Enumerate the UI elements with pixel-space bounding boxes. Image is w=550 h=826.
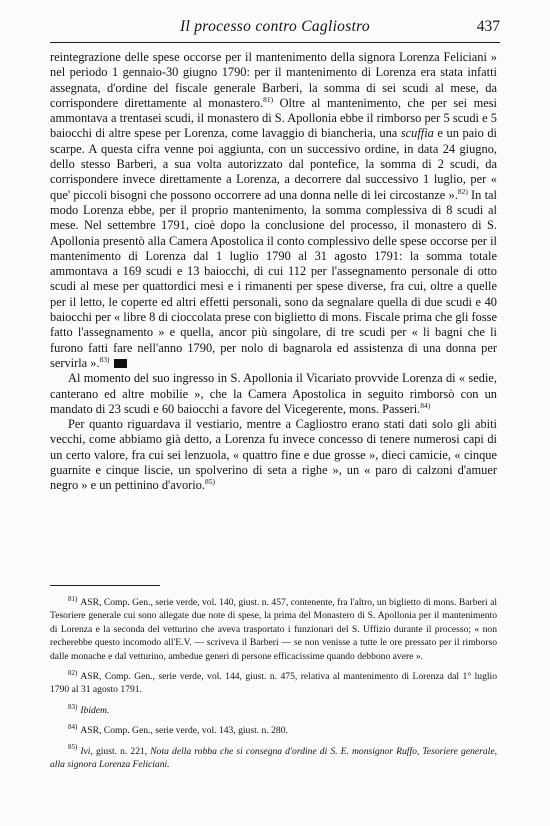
footnote-text: , giust. n. 221, (90, 745, 151, 757)
footnote-number: 81) (68, 594, 78, 603)
running-title: Il processo contro Cagliostro (180, 18, 370, 35)
footnotes (50, 596, 497, 778)
footnote-number: 83) (68, 702, 78, 711)
footnote-text: ASR, Comp. Gen., serie verde, vol. 144, giust. n. 475, relativa al mantenimento di Lorenza dal 1° luglio 1790 al 31 agosto 1791. (50, 671, 497, 696)
text-run: Al momento del suo ingresso in S. Apollonia il Vicariato provvide Lorenza di « sedie, canterano ed altre mobilie », che la Camera Apostolica in seguito rimborsò con un mandato di 23 scudi e 60 baiocchi a favore del Vicegerente, mons. Passeri. (50, 371, 497, 416)
ink-blot-mark (114, 359, 127, 368)
paragraph (50, 50, 497, 371)
footnote-separator (50, 585, 160, 586)
footnote-text: ASR, Comp. Gen., serie verde, vol. 143, giust. n. 280. (80, 725, 288, 737)
footnote-number: 85) (68, 743, 78, 752)
footnote (50, 745, 497, 772)
footnote-number: 82) (68, 668, 78, 677)
footnote-reference: 82) (457, 186, 468, 196)
footnote-reference: 83) (99, 354, 110, 364)
paragraph (50, 371, 497, 417)
text-run: Oltre al mantenimento, che per sei mesi ammontava a trentasei scudi, il monastero di S. Apollonia ebbe il rimborso per 5 scudi e 5 baiocchi di altre spese per Lorenza, come lavaggio di biancheria, una (50, 95, 497, 141)
page-header (50, 18, 500, 43)
italic-word: scuffia (400, 126, 434, 141)
paragraph (50, 417, 497, 493)
footnote-reference: 84) (420, 400, 431, 410)
footnote-prefix: Ivi (80, 745, 91, 757)
page-number: 437 (476, 18, 500, 35)
footnote (50, 704, 497, 717)
text-run: Per quanto riguardava il vestiario, mentre a Cagliostro erano stati dati solo gli abiti vecchi, come abbiamo già detto, a Lorenza fu invece concesso di tenere numerosi capi di un certo valore, fra cui sei lenzuola, « quattro fine e due grosse », dieci camicie, « cinque guarnite e cinque liscie, un spolverino di seta a righe », un « paro di calzoni d'amuer negro » e un pettinino d'avorio. (50, 417, 497, 493)
footnote (50, 670, 497, 697)
footnote (50, 724, 497, 737)
footnote-reference: 85) (205, 477, 216, 487)
footnote-text: Ibidem. (80, 704, 110, 716)
main-text (50, 50, 497, 494)
text-run: e un paio di scarpe. A questa cifra venne poi aggiunta, con un successivo ordine, in data 24 giugno, dello stesso Barberi, a sua volta autorizzato dal pontefice, la somma di 2 scudi, da corrispondere invece direttamente a Lorenza, a decorrere dal successivo 1 luglio, per « que' piccoli bisogni che possono occorrere ad una donna nelle di lei circostanze ». (50, 126, 497, 202)
text-run: In tal modo Lorenza ebbe, per il proprio mantenimento, la somma complessiva di 8 scudi al mese. Nel settembre 1791, cioè dopo la conclusione del processo, il monastero di S. Apollonia presentò alla Camera Apostolica il conto complessivo delle spese occorse per il mantenimento di Lorenza dal 1 luglio 1790 al 31 agosto 1791: la somma totale ammontava a 169 scudi e 13 baiocchi, di cui 112 per l'assegnamento personale di otto scudi al mese per quattordici mesi e i rimanenti per spese diverse, fra cui, oltre a quelle per il letto, le coperte ed altri effetti personali, sono da segnalare quella di due scudi e 40 baiocchi per « libre 8 di cioccolata prese con biglietto di mons. Fiscale prima che gli fosse fatto l'assegnamento » e quella, ancor più singolare, di tre scudi per « li bagni che li furono fatti fare nell'anno 1790, per nolo di bagnarola ed assistenza di una donna per servirla ». (50, 187, 497, 370)
text-run: reintegrazione delle spese occorse per il mantenimento della signora Lorenza Feliciani » nel periodo 1 gennaio-30 giugno 1790: per il mantenimento di Lorenza era stata infatti assegnata, d'ordine del fiscale generale Barberi, la somma di sei scudi al mese, da corrispondere direttamente al monastero. (50, 50, 497, 110)
footnote-text: ASR, Comp. Gen., serie verde, vol. 140, giust. n. 457, contenente, fra l'altro, un biglietto di mons. Barberi al Tesoriere generale cui sono allegate due note di spese, la prima del Monastero di S. Apollonia per il mantenimento di Lorenza e la seconda del vetturino che aveva trasportato i funzionari del S. Uffizio durante il processo; « non recherebbe questo incomodo all'E.V. — scriveva il Barberi — se non venisse a tutte le ore pressato per il rimborso dalle monache e dal vetturino, ambedue generi di persone efficacissime quando debbono avere ». (50, 597, 497, 662)
footnote-number: 84) (68, 723, 78, 732)
footnote (50, 596, 497, 663)
footnote-title: Nota della robba che si consegna d'ordine di S. E. monsignor Ruffo, Tesoriere generale, alla signora Lorenza Feliciani. (50, 745, 497, 771)
footnote-reference: 81) (263, 94, 274, 104)
